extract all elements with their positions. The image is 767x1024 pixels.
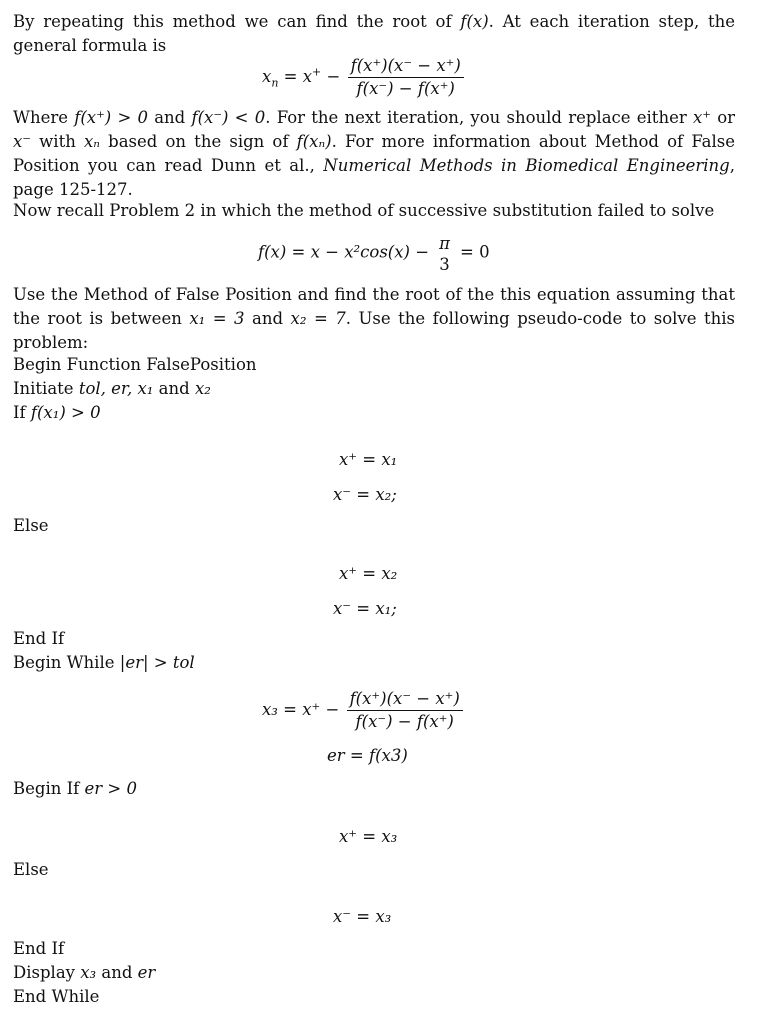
initiate-vars: tol, er, x₁ [78,379,154,398]
where-fxn: f(xₙ) [296,132,332,151]
x3-fraction [347,688,463,733]
where-text-c: . For the next iteration, you should replace either [265,108,693,127]
assign-xminus-x1: x⁻ = x₁; [333,599,397,618]
where-text-g: . For more information about Method of False Position you can read Dunn et al., [13,132,735,175]
if-condition: f(x₁) > 0 [30,403,101,422]
intro-fx: f(x) [460,12,489,31]
where-text-d: or [710,108,736,127]
where-text-f: based on the sign of [99,132,297,151]
task-x1: x₁ = 3 [189,309,245,328]
display-er: er [137,963,156,982]
equation-right: = 0 [460,242,490,262]
formula-rhs: = x [283,67,313,86]
recall-text: Now recall Problem 2 in which the method of successive substitution failed to solve [13,201,715,220]
pi-over-three [437,232,452,274]
pseudo-initiate [13,377,211,401]
formula-lhs: x [262,67,272,86]
assign-xplus-x2: x⁺ = x₂ [339,564,398,583]
while-condition: |er| > tol [119,653,195,672]
where-text-e: with [31,132,84,151]
x3-numerator: f(x⁺)(x⁻ − x⁺) [347,688,463,711]
display-and: and [96,963,138,982]
task-paragraph [13,283,735,355]
begin-if-condition: er > 0 [84,779,137,798]
if-label: If [13,403,31,422]
equation-pi: π [439,234,450,253]
begin-if-label: Begin If [13,779,85,798]
initiate-and: and [153,379,195,398]
main-equation [258,232,490,274]
intro-text-a: By repeating this method we can find the root of [13,12,461,31]
intro-text-b: . At each iteration step, the general formula is [13,12,735,55]
formula-fraction [348,55,464,100]
task-x2: x₂ = 7 [290,309,346,328]
where-xn: xₙ [83,132,100,151]
er-assign: er = f(x3) [327,746,408,765]
where-cond1: f(x⁺) > 0 [74,108,148,127]
general-formula: $x_n = x^+$ − $\frac{f(x^+)(x^- - x^+)}{f(x^-) - f(x^+)}$ [262,55,466,100]
pseudo-while [13,651,195,675]
formula-lhs-sub: n [271,76,279,90]
where-xplus: x⁺ [692,108,711,127]
display-label: Display [13,963,81,982]
initiate-label: Initiate [13,379,79,398]
where-cond2: f(x⁻) < 0 [191,108,266,127]
pseudo-begin-function: Begin Function FalsePosition [13,355,257,374]
equation-left: f(x) = x − x²cos(x) − [258,242,430,262]
pseudo-else-2: Else [13,860,49,879]
assign-xminus-x3: x⁻ = x₃ [333,907,392,926]
pseudo-if [13,401,101,425]
pseudo-else-1: Else [13,516,49,535]
where-xminus: x⁻ [13,132,32,151]
where-paragraph [13,106,735,202]
x3-lhs: x₃ = x⁺ − [262,700,340,719]
pseudo-end-while: End While [13,987,100,1006]
display-x3: x₃ [80,963,97,982]
pseudo-endif-2: End If [13,939,65,958]
x3-formula [262,688,465,733]
assign-xplus-x1: x⁺ = x₁ [339,450,398,469]
where-text-a: Where [13,108,75,127]
book-title: Numerical Methods in Biomedical Engineering [323,156,730,175]
where-text-h: , page 125-127. [13,156,735,199]
assign-xplus-x3: x⁺ = x₃ [339,827,398,846]
task-text-c: . Use the following pseudo-code to solve this problem: [13,309,736,352]
assign-xminus-x2: x⁻ = x₂; [333,485,397,504]
formula-denominator: f(x⁻) − f(x⁺) [356,79,455,98]
x3-denominator: f(x⁻) − f(x⁺) [355,712,454,731]
pseudo-endif-1: End If [13,629,65,648]
task-text-b: and [244,309,291,328]
initiate-x2: x₂ [194,379,211,398]
equation-three: 3 [439,255,450,274]
pseudo-display [13,961,155,985]
while-label: Begin While [13,653,120,672]
formula-numerator: f(x⁺)(x⁻ − x⁺) [348,55,464,78]
intro-paragraph [13,10,735,58]
pseudo-begin-if [13,777,137,801]
task-text-a: Use the Method of False Position and find the root of the this equation assuming that the root is between [13,285,735,328]
where-text-b: and [148,108,192,127]
